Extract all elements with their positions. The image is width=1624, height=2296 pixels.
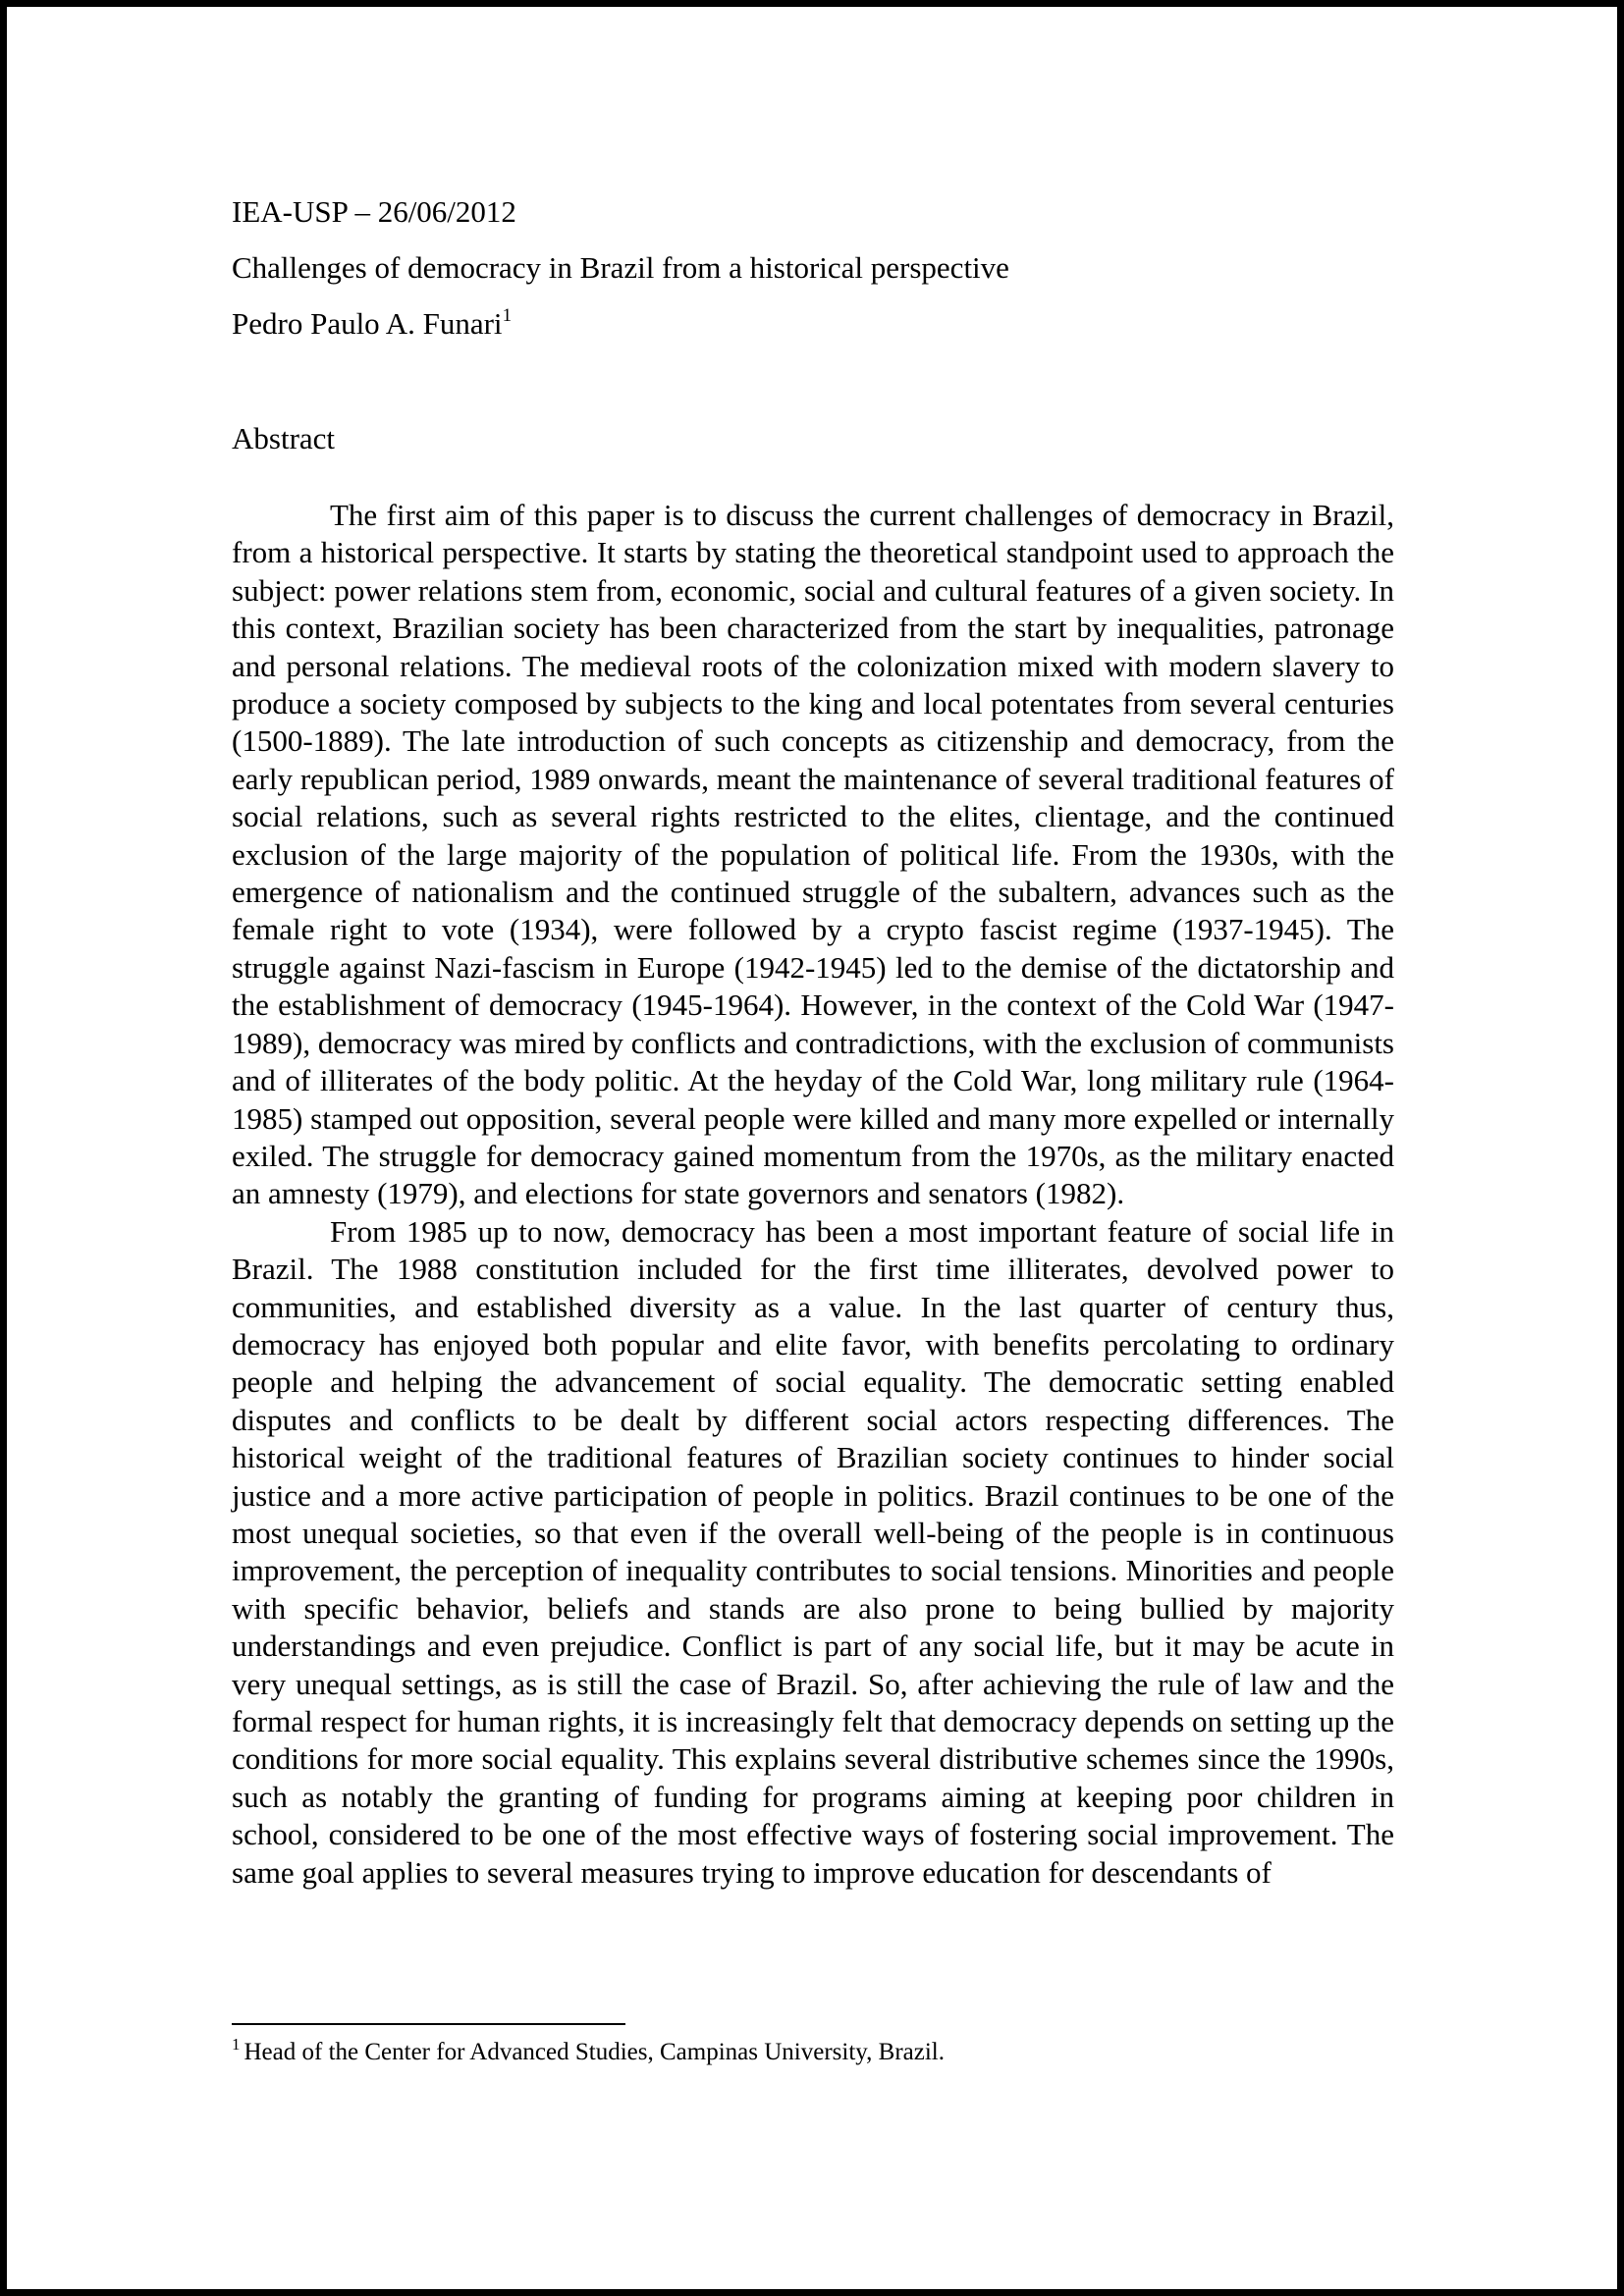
abstract-paragraph: From 1985 up to now, democracy has been a most important feature of social life in Brazil. The 1988 constitution included for the first time illiterates, devolved power to communities, and established diversity as a value. In the last quarter of century thus, democracy has enjoyed both popular and elite favor, with benefits percolating to ordinary people and helping the advancement of social equality. The democratic setting enabled disputes and conflicts to be dealt by different social actors respecting differences. The historical weight of the traditional features of Brazilian society continues to hinder social justice and a more active participation of people in politics. Brazil continues to be one of the most unequal societies, so that even if the overall well-being of the people is in continuous improvement, the perception of inequality contributes to social tensions. Minorities and people with specific behavior, beliefs and stands are also prone to being bullied by majority understandings and even prejudice. Conflict is part of any social life, but it may be acute in very unequal settings, as is still the case of Brazil. So, after achieving the rule of law and the formal respect for human rights, it is increasingly felt that democracy depends on setting up the conditions for more social equality. This explains several distributive schemes since the 1990s, such as notably the granting of funding for programs aiming at keeping poor children in school, considered to be one of the most effective ways of fostering social improvement. The same goal applies to several measures trying to improve education for descendants of [232,1213,1394,1890]
abstract-heading: Abstract [232,421,336,455]
footnote-reference[interactable]: 1 [502,305,513,326]
abstract-body [232,497,1394,1892]
author-line [232,305,512,343]
paper-title: Challenges of democracy in Brazil from a historical perspective [232,250,1009,285]
footnote-text: Head of the Center for Advanced Studies, Campinas University, Brazil. [244,2039,945,2065]
footnote-mark: 1 [232,2035,241,2054]
author-name: Pedro Paulo A. Funari [232,306,503,341]
footnote [232,2036,945,2069]
footnote-separator [232,2023,625,2025]
abstract-paragraph: The first aim of this paper is to discuss the current challenges of democracy in Brazil, from a historical perspective. It starts by stating the theoretical standpoint used to approach the subject: power relations stem from, economic, social and cultural features of a given society. In this context, Brazilian society has been characterized from the start by inequalities, patronage and personal relations. The medieval roots of the colonization mixed with modern slavery to produce a society composed by subjects to the king and local potentates from several centuries (1500-1889). The late introduction of such concepts as citizenship and democracy, from the early republican period, 1989 onwards, meant the maintenance of several traditional features of social relations, such as several rights restricted to the elites, clientage, and the continued exclusion of the large majority of the population of political life. From the 1930s, with the emergence of nationalism and the continued struggle of the subaltern, advances such as the female right to vote (1934), were followed by a crypto fascist regime (1937-1945). The struggle against Nazi-fascism in Europe (1942-1945) led to the demise of the dictatorship and the establishment of democracy (1945-1964). However, in the context of the Cold War (1947-1989), democracy was mired by conflicts and contradictions, with the exclusion of communists and of illiterates of the body politic. At the heyday of the Cold War, long military rule (1964-1985) stamped out opposition, several people were killed and many more expelled or internally exiled. The struggle for democracy gained momentum from the 1970s, as the military enacted an amnesty (1979), and elections for state governors and senators (1982). [232,498,1394,1211]
date-line: IEA-USP – 26/06/2012 [232,194,516,229]
